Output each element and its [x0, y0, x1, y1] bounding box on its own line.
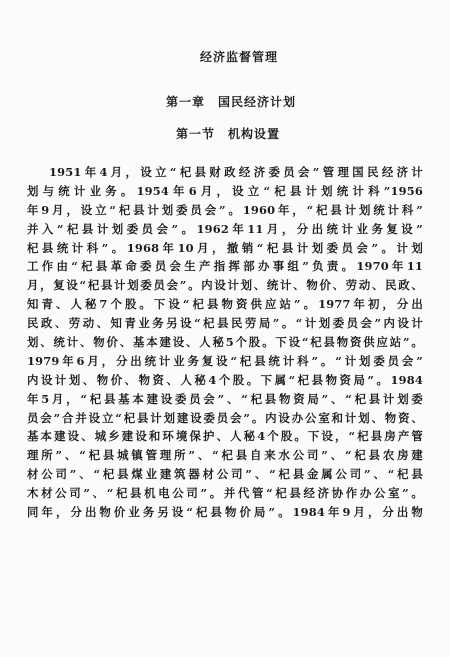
text-line: 划、统计、物价、基本建设、人秘5个股。下设“杞县物资供应站”。 — [27, 335, 423, 350]
text-line: 1951年4月，设立“杞县财政经济委员会”管理国民经济计 — [49, 165, 423, 179]
text-line: 内设计划、物价、物资、人秘4个股。下属“杞县物资局”。1984 — [27, 372, 423, 387]
text-line: 基本建设、城乡建设和环境保护、人秘4个股。下设，“杞县房产管 — [27, 429, 423, 444]
chapter-title: 第一章 国民经济计划 — [165, 95, 296, 109]
text-line: 杞县统计科”。1968年10月，撤销“杞县计划委员会”。计划 — [27, 240, 423, 255]
text-line: 员会”合并设立“杞县计划建设委员会”。内设办公室和计划、物资、 — [27, 410, 423, 425]
text-line: 并入“杞县计划委员会”。1962年11月，分出统计业务复设” — [27, 221, 423, 236]
text-line: 材公司”、“杞县煤业建筑器材公司”、“杞县金属公司”、“杞县 — [27, 467, 423, 482]
body-text — [27, 163, 423, 522]
text-line: 年5月，“杞县基本建设委员会”、“杞县物资局”、“杞县计划委 — [27, 391, 423, 406]
text-line: 民政、劳动、知青业务另设“杞县民劳局”。“计划委员会”内设计 — [27, 316, 423, 331]
section-title: 第一节 机构设置 — [175, 127, 280, 141]
text-line: 年9月，设立“杞县计划委员会”。1960年，“杞县计划统计科” — [27, 202, 423, 217]
text-line: 划与统计业务。1954年6月，设立“杞县计划统计科”1956 — [27, 183, 423, 198]
text-line: 月，复设“杞县计划委员会”。内设计划、统计、物价、劳动、民政、 — [27, 278, 423, 293]
running-header: 经济监督管理 — [199, 50, 278, 64]
text-line: 1979年6月，分出统计业务复设“杞县统计科”。“计划委员会” — [27, 353, 423, 368]
text-line: 知青、人秘7个股。下设“杞县物资供应站”。1977年初，分出 — [27, 297, 423, 312]
text-line: 工作由“杞县革命委员会生产指挥部办事组”负责。1970年11 — [27, 259, 423, 274]
text-line: 同年，分出物价业务另设“杞县物价局”。1984年9月，分出物 — [27, 505, 423, 520]
text-line: 木材公司”、“杞县机电公司”。并代管“杞县经济协作办公室”。 — [27, 486, 423, 501]
text-line: 理所”、“杞县城镇管理所”、“杞县自来水公司”、“杞县农房建 — [27, 448, 423, 463]
